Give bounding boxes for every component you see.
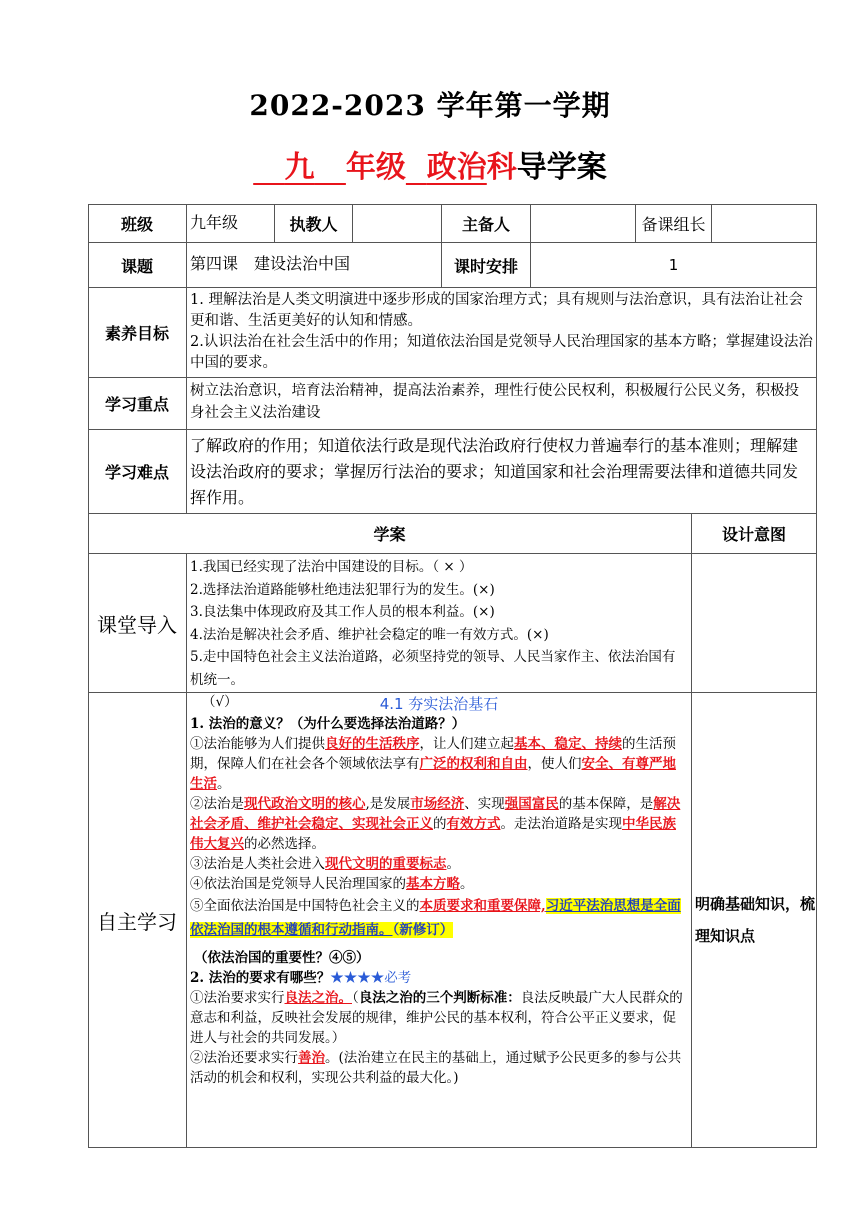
intro-item: 3.良法集中体现政府及其工作人员的根本利益。(×) — [190, 604, 495, 620]
self-study-label: 自主学习 — [88, 693, 187, 1148]
goal-item: 1. 理解法治是人类文明演进中逐步形成的国家治理方式；具有规则与法治意识，具有法治让社会更和谐、生活更美好的认知和情感。 — [190, 292, 803, 329]
paragraph-3: ③法治是人类社会进入现代文明的重要标志。 — [190, 856, 460, 872]
subject-suffix: 科 — [486, 150, 517, 185]
topic-value: 第四课 建设法治中国 — [187, 243, 442, 288]
paragraph-6: ①法治要求实行良法之治。（良法之治的三个判断标准：良法反映最广大人民群众的意志和利益，反映社会发展的规律，维护公民的基本权利，符合公平正义要求，促进人与社会的共同发展。） — [190, 990, 683, 1046]
intro-item: 5.走中国特色社会主义法治道路，必须坚持党的领导、人民当家作主、依法治国有机统一。 — [190, 649, 676, 688]
grade-value: 九 — [284, 150, 315, 185]
question-1: 1. 法治的意义？（为什么要选择法治道路？） — [190, 716, 466, 732]
class-value: 九年级 — [187, 204, 275, 243]
intent-header: 设计意图 — [692, 514, 817, 554]
self-study-content — [187, 693, 692, 1148]
intro-item: 2.选择法治道路能够杜绝违法犯罪行为的发生。(×) — [190, 581, 495, 598]
key-points-text: 树立法治意识，培育法治精神，提高法治素养，理性行使公民权利，积极履行公民义务，积极投身社会主义法治建设 — [187, 378, 817, 430]
teacher-value — [353, 204, 442, 243]
paragraph-1: ①法治能够为人们提供良好的生活秩序，让人们建立起基本、稳定、持续的生活预期，保障人们在社会各个领域依法享有广泛的权利和自由，使人们安全、有尊严地生活。 — [190, 736, 676, 792]
question-2: 2. 法治的要求有哪些？★★★★必考 — [190, 970, 412, 986]
hours-label: 课时安排 — [442, 243, 531, 288]
section-title: 4.1 夯实法治基石 — [379, 695, 499, 713]
importance-note: （依法治国的重要性？④⑤） — [194, 950, 370, 966]
goals-content — [187, 288, 817, 378]
prep-value — [531, 204, 636, 243]
star-rating: ★★★★必考 — [330, 970, 412, 986]
plan-header: 学案 — [88, 514, 692, 554]
self-study-intent: 明确基础知识，梳理知识点 — [692, 693, 817, 1148]
goals-label: 素养目标 — [88, 288, 187, 378]
grade-suffix: 年级 — [345, 150, 406, 185]
paragraph-4: ④依法治国是党领导人民治理国家的基本方略。 — [190, 876, 474, 892]
paragraph-2: ②法治是现代政治文明的核心,是发展市场经济、实现强国富民的基本保障，是解决社会矛盾、维护社会稳定、实现社会正义的有效方式。走法治道路是实现中华民族伟大复兴的必然选择。 — [190, 796, 681, 852]
intro-item: （√） — [202, 694, 238, 710]
class-label: 班级 — [88, 204, 187, 243]
intro-intent — [692, 554, 817, 693]
leader-value — [712, 204, 817, 243]
paragraph-7: ②法治还要求实行善治。(法治建立在民主的基础上，通过赋予公民更多的参与公共活动的机会和权利，实现公共利益的最大化。) — [190, 1050, 682, 1086]
hours-value: 1 — [531, 243, 817, 288]
semester-title: 2022-2023 学年第一学期 — [249, 89, 611, 122]
subject-value: 政治 — [426, 150, 487, 185]
intro-label: 课堂导入 — [88, 554, 187, 693]
key-points-label: 学习重点 — [88, 378, 187, 430]
teacher-label: 执教人 — [275, 204, 353, 243]
intro-item: 4.法治是解决社会矛盾、维护社会稳定的唯一有效方式。(×) — [190, 626, 549, 643]
topic-label: 课题 — [88, 243, 187, 288]
paragraph-5: ⑤全面依法治国是中国特色社会主义的本质要求和重要保障,习近平法治思想是全面依法治国的根本遵循和行动指南。（新修订） — [190, 898, 681, 938]
intro-item: 1.我国已经实现了法治中国建设的目标。（ × ） — [190, 559, 473, 575]
leader-label: 备课组长 — [636, 204, 712, 243]
course-title — [0, 142, 860, 186]
difficulties-text: 了解政府的作用；知道依法行政是现代法治政府行使权力普遍奉行的基本准则；理解建设法治政府的要求；掌握厉行法治的要求；知道国家和社会治理需要法律和道德共同发挥作用。 — [187, 430, 817, 514]
goal-item: 2.认识法治在社会生活中的作用；知道依法治国是党领导人民治理国家的基本方略；掌握建设法治中国的要求。 — [190, 334, 813, 371]
prep-label: 主备人 — [442, 204, 531, 243]
doc-type: 导学案 — [516, 150, 607, 185]
difficulties-label: 学习难点 — [88, 430, 187, 514]
